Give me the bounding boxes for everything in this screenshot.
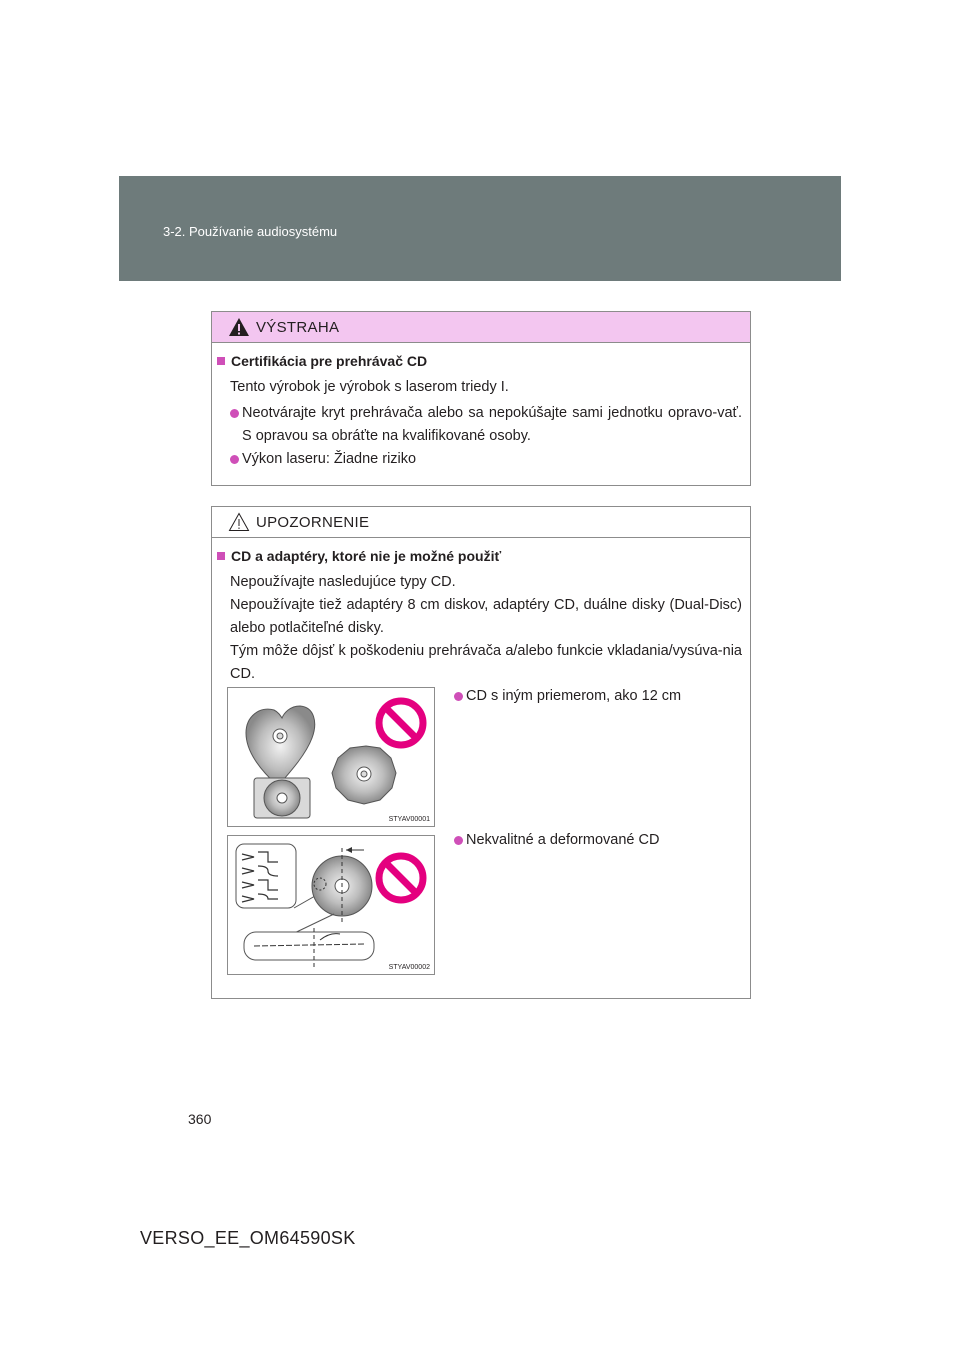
warning-section-title: Certifikácia pre prehrávač CD bbox=[217, 353, 427, 369]
round-bullet-icon bbox=[454, 692, 463, 701]
warning-header bbox=[212, 312, 750, 343]
square-bullet-icon bbox=[217, 552, 225, 560]
warning-intro: Tento výrobok je výrobok s laserom triedy I. bbox=[230, 379, 509, 395]
prohibition-icon bbox=[379, 701, 423, 745]
figure-caption: Nekvalitné a deformované CD bbox=[454, 829, 744, 852]
figure-deformed-cds bbox=[227, 835, 435, 975]
caution-line: Nepoužívajte nasledujúce typy CD. bbox=[230, 574, 456, 590]
document-code: VERSO_EE_OM64590SK bbox=[140, 1228, 356, 1248]
prohibition-icon bbox=[379, 856, 423, 900]
warning-bullet: Neotvárajte kryt prehrávača alebo sa nepokúšajte sami jednotku opravo-vať. S opravou sa obráťte na kvalifikované osoby. bbox=[230, 402, 742, 448]
odd-shaped-discs-illustration bbox=[228, 688, 434, 826]
figure-odd-size-cds bbox=[227, 687, 435, 827]
warning-bullet: Výkon laseru: Žiadne riziko bbox=[230, 448, 742, 471]
figure-caption: CD s iným priemerom, ako 12 cm bbox=[454, 685, 744, 708]
figure-code: STYAV00001 bbox=[388, 816, 430, 823]
caution-section-title: CD a adaptéry, ktoré nie je možné použiť bbox=[217, 548, 501, 564]
warning-box bbox=[211, 311, 751, 486]
round-bullet-icon bbox=[454, 836, 463, 845]
section-title: 3-2. Používanie audiosystému bbox=[163, 224, 338, 239]
round-bullet-icon bbox=[230, 409, 239, 418]
caution-heading: UPOZORNENIE bbox=[256, 514, 370, 531]
figure-code: STYAV00002 bbox=[388, 964, 430, 971]
caution-text bbox=[230, 571, 742, 686]
warning-triangle-icon bbox=[228, 317, 250, 337]
page-number: 360 bbox=[188, 1111, 212, 1127]
caution-line: Nepoužívajte tiež adaptéry 8 cm diskov, adaptéry CD, duálne disky (Dual-Disc) alebo potlačiteľné disky. bbox=[230, 597, 742, 636]
square-bullet-icon bbox=[217, 357, 225, 365]
section-header-band bbox=[119, 176, 841, 281]
round-bullet-icon bbox=[230, 455, 239, 464]
caution-box bbox=[211, 506, 751, 999]
caution-line: Tým môže dôjsť k poškodeniu prehrávača a/alebo funkcie vkladania/vysúva-nia CD. bbox=[230, 643, 742, 682]
caution-header bbox=[212, 507, 750, 538]
warning-heading: VÝSTRAHA bbox=[256, 319, 340, 336]
deformed-disc-illustration bbox=[228, 836, 434, 974]
caution-triangle-icon bbox=[228, 512, 250, 532]
